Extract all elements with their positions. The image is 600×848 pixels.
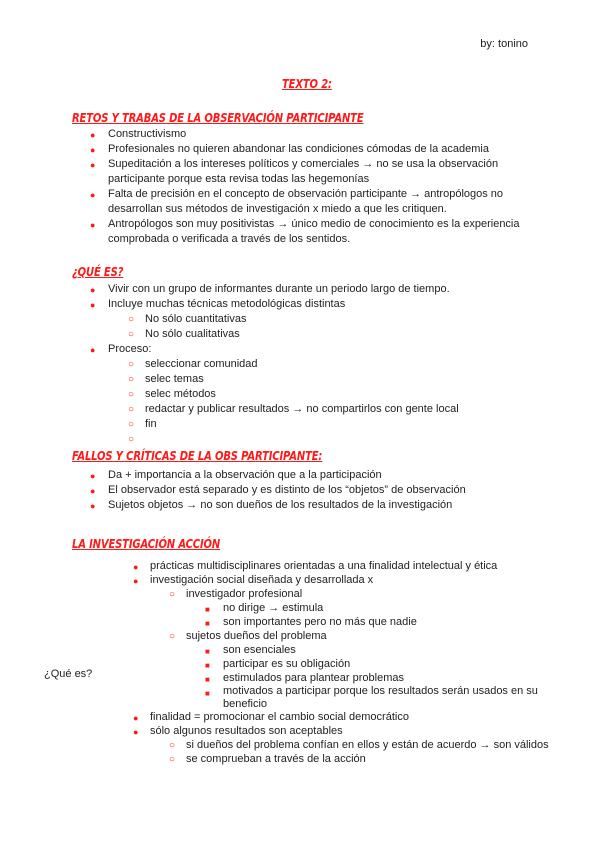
list-item: Incluye muchas técnicas metodológicas distintas [108,298,346,310]
bullet-icon: ● [90,501,96,511]
bullet-icon: ● [90,220,96,230]
list-item: motivados a participar porque los resultados serán usados en su beneficio [223,685,538,710]
circle-bullet-icon: ○ [169,631,176,642]
bullet-icon: ● [90,345,96,355]
list-item: Sujetos objetos → no son dueños de los resultados de la investigación [108,499,453,511]
bullet-icon: ● [133,576,139,586]
list-item: no dirige → estimula [223,602,324,614]
list-item: redactar y publicar resultados → no compartirlos con gente local [145,403,459,415]
list-item: prácticas multidisciplinares orientadas a una finalidad intelectual y ética [150,560,498,572]
list-item: Proceso: [108,343,152,355]
list-item: investigación social diseñada y desarrollada x [150,574,374,586]
list-item: si dueños del problema confían en ellos y están de acuerdo → son válidos [186,739,549,751]
list-item: selec métodos [145,388,216,400]
bullet-icon: ● [90,145,96,155]
list-item: fin [145,418,157,430]
square-bullet-icon: ■ [205,675,210,684]
bullet-icon: ● [133,562,139,572]
circle-bullet-icon: ○ [128,434,135,445]
list-item: sólo algunos resultados son aceptables [150,725,343,737]
list-item: No sólo cuantitativas [145,313,247,325]
circle-bullet-icon: ○ [169,754,176,765]
list-item: Antropólogos son muy positivistas → único medio de conocimiento es la experiencia comprobada o verificada a través de los sentidos. [108,218,520,245]
bullet-icon: ● [90,486,96,496]
list-item: Falta de precisión en el concepto de observación participante → antropólogos no desarrollan sus métodos de investigación x miedo a que les critiquen. [108,188,504,215]
bullet-icon: ● [90,285,96,295]
document-title: TEXTO 2: [282,76,332,91]
list-item: se comprueban a través de la acción [186,753,366,765]
list-item: No sólo cualitativas [145,328,240,340]
list-item: finalidad = promocionar el cambio social democrático [150,711,409,723]
square-bullet-icon: ■ [205,647,210,656]
list-item: Profesionales no quieren abandonar las condiciones cómodas de la academia [108,143,489,155]
bullet-icon: ● [133,727,139,737]
bullet-icon: ● [90,190,96,200]
list-item: estimulados para plantear problemas [223,672,404,684]
square-bullet-icon: ■ [205,689,210,698]
list-item: investigador profesional [186,588,303,600]
circle-bullet-icon: ○ [128,374,135,385]
list-item: Da + importancia a la observación que a la participación [108,469,382,481]
circle-bullet-icon: ○ [169,740,176,751]
circle-bullet-icon: ○ [128,419,135,430]
square-bullet-icon: ■ [205,605,210,614]
list-item: Supeditación a los intereses políticos y comerciales → no se usa la observación participante porque esta revisa todas las hegemonías [108,158,499,185]
square-bullet-icon: ■ [205,661,210,670]
circle-bullet-icon: ○ [128,389,135,400]
list-item: selec temas [145,373,204,385]
circle-bullet-icon: ○ [128,404,135,415]
list-item: participar es su obligación [223,658,351,670]
list-item: El observador está separado y es distinto de los “objetos” de observación [108,484,466,496]
bullet-icon: ● [90,130,96,140]
square-bullet-icon: ■ [205,619,210,628]
bullet-icon: ● [90,300,96,310]
list-item: son importantes pero no más que nadie [223,616,417,628]
side-label: ¿Qué es? [44,668,93,680]
section-heading-que-es: ¿QUÉ ES? [72,264,124,279]
bullet-icon: ● [90,471,96,481]
bullet-icon: ● [90,160,96,170]
circle-bullet-icon: ○ [128,359,135,370]
circle-bullet-icon: ○ [169,589,176,600]
section-heading-fallos: FALLOS Y CRÍTICAS DE LA OBS PARTICIPANTE: [72,448,323,463]
bullet-icon: ● [133,713,139,723]
list-item: Vivir con un grupo de informantes durante un periodo largo de tiempo. [108,283,450,295]
list-item: Constructivismo [108,128,187,140]
circle-bullet-icon: ○ [128,314,135,325]
section-heading-investigacion-accion: LA INVESTIGACIÓN ACCIÓN [72,536,221,551]
list-item: son esenciales [223,644,296,656]
section-heading-retos: RETOS Y TRABAS DE LA OBSERVACIÓN PARTICIPANTE [72,110,364,125]
list-item: sujetos dueños del problema [186,630,327,642]
author-note: by: tonino [480,38,528,50]
list-item: seleccionar comunidad [145,358,258,370]
circle-bullet-icon: ○ [128,329,135,340]
